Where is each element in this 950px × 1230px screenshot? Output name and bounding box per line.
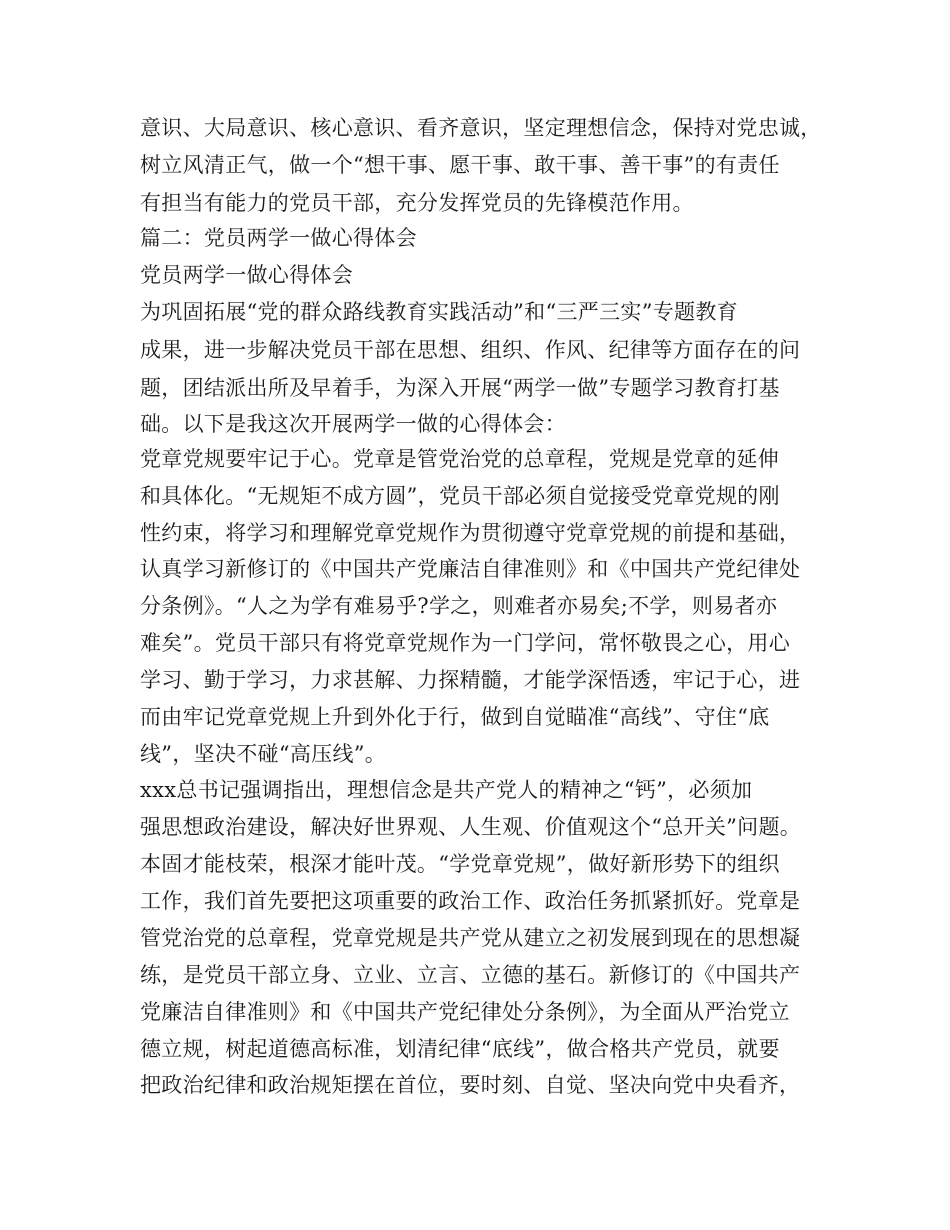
text-line: 础。以下是我这次开展两学一做的心得体会： — [140, 412, 566, 436]
text-line: 党廉洁自律准则》和《中国共产党纪律处分条例》，为全面从严治党立 — [140, 1000, 790, 1024]
text-line: 线”，坚决不碰“高压线”。 — [140, 742, 387, 766]
text-line: 管党治党的总章程，党章党规是共产党从建立之初发展到现在的思想凝 — [140, 926, 801, 950]
text-line: 工作，我们首先要把这项重要的政治工作、政治任务抓紧抓好。党章是 — [140, 889, 801, 913]
text-line: 难矣”。党员干部只有将党章党规作为一门学问，常怀敬畏之心，用心 — [140, 631, 791, 655]
text-line: 和具体化。“无规矩不成方圆”，党员干部必须自觉接受党章党规的刚 — [140, 484, 780, 508]
text-line: 而由牢记党章党规上升到外化于行，做到自觉瞄准“高线”、守住“底 — [140, 705, 770, 729]
text-line: 认真学习新修订的《中国共产党廉洁自律准则》和《中国共产党纪律处 — [140, 557, 801, 581]
text-line: 成果，进一步解决党员干部在思想、组织、作风、纪律等方面存在的问 — [140, 338, 801, 362]
text-line: 有担当有能力的党员干部，充分发挥党员的先锋模范作用。 — [140, 191, 694, 215]
text-line: 分条例》。“人之为学有难易乎?学之，则难者亦易矣;不学，则易者亦 — [140, 594, 778, 618]
text-line: 题，团结派出所及早着手，为深入开展“两学一做”专题学习教育打基 — [140, 376, 780, 400]
text-line: 德立规，树起道德高标准，划清纪律“底线”，做合格共产党员，就要 — [140, 1037, 780, 1061]
text-line: 党章党规要牢记于心。党章是管党治党的总章程，党规是党章的延伸 — [140, 447, 779, 471]
text-line: 强思想政治建设，解决好世界观、人生观、价值观这个“总开关”问题。 — [140, 815, 802, 839]
text-line: 学习、勤于学习，力求甚解、力探精髓，才能学深悟透，牢记于心，进 — [140, 668, 801, 692]
section-heading: 篇二：党员两学一做心得体会 — [140, 226, 417, 250]
text-line: 树立风清正气，做一个“想干事、愿干事、敢干事、善干事”的有责任 — [140, 153, 780, 177]
text-line: 练，是党员干部立身、立业、立言、立德的基石。新修订的《中国共产 — [140, 963, 801, 987]
text-line: 为巩固拓展“党的群众路线教育实践活动”和“三严三实”专题教育 — [140, 300, 738, 324]
text-line: 性约束，将学习和理解党章党规作为贯彻遵守党章党规的前提和基础， — [140, 521, 801, 545]
text-line: 本固才能枝荣，根深才能叶茂。“学党章党规”，做好新形势下的组织 — [140, 852, 780, 876]
text-line: 把政治纪律和政治规矩摆在首位，要时刻、自觉、坚决向党中央看齐， — [140, 1073, 801, 1097]
text-line: xxx总书记强调指出，理想信念是共产党人的精神之“钙”，必须加 — [140, 778, 753, 802]
text-line: 意识、大局意识、核心意识、看齐意识，坚定理想信念，保持对党忠诚， — [140, 116, 822, 140]
article-title: 党员两学一做心得体会 — [140, 263, 353, 287]
